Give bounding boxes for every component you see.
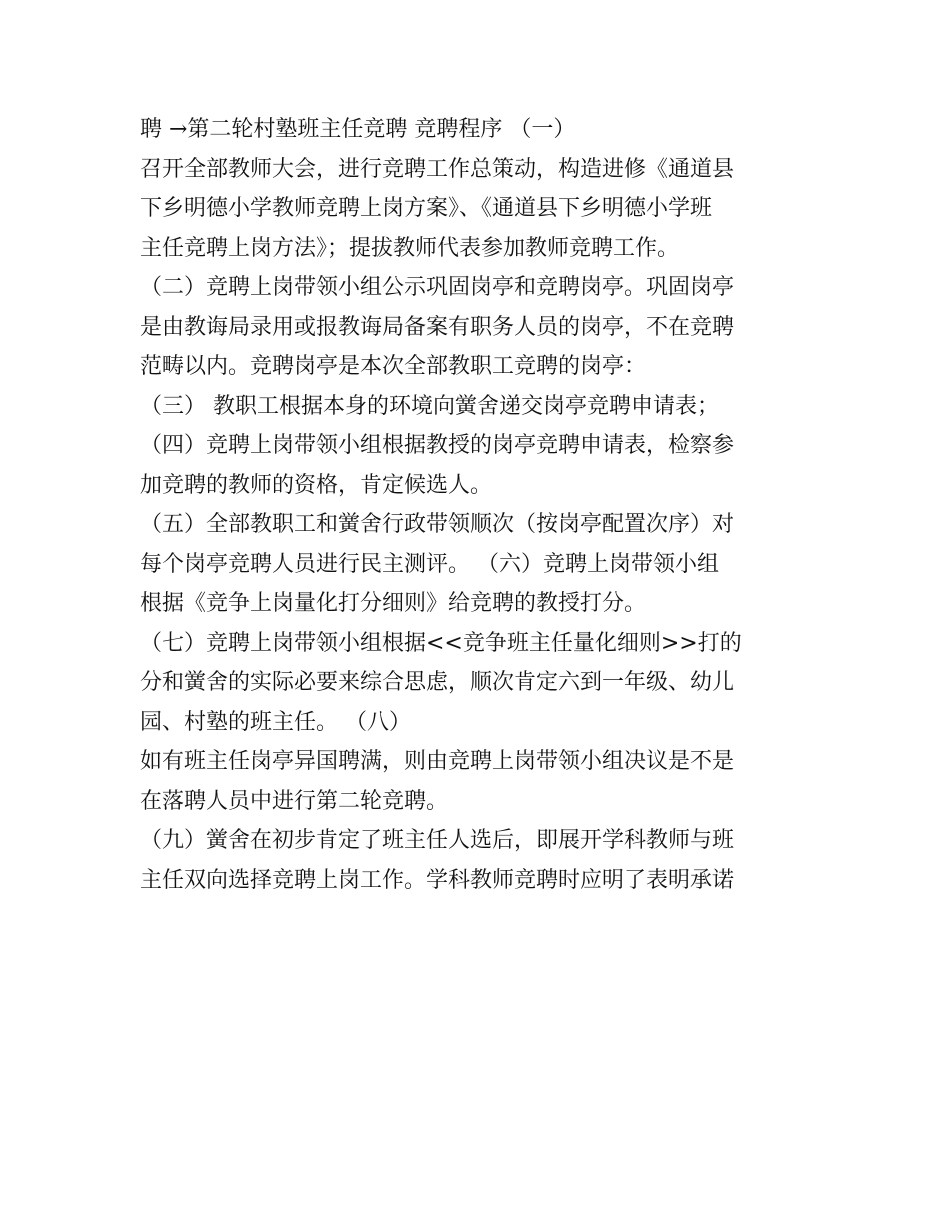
text-line: 如有班主任岗亭异国聘满，则由竞聘上岗带领小组决议是不是	[140, 749, 735, 774]
text-line: 园、村塾的班主任。 （八）	[140, 709, 411, 735]
text-line: 召开全部教师大会，进行竞聘工作总策动，构造进修《通道县	[140, 156, 735, 182]
text-line: 下乡明德小学教师竞聘上岗方案》、《通道县下乡明德小学班	[140, 196, 713, 221]
text-line: 在落聘人员中进行第二轮竞聘。	[140, 788, 449, 814]
text-line: 是由教诲局录用或报教诲局备案有职务人员的岗亭，不在竞聘	[140, 314, 735, 340]
text-line: 聘 →第二轮村塾班主任竞聘 竞聘程序 （一）	[140, 117, 576, 142]
text-line: （七）竞聘上岗带领小组根据<<竞争班主任量化细则>>打的	[140, 630, 742, 656]
text-line: 主任竞聘上岗方法》；提拔教师代表参加教师竞聘工作。	[140, 235, 680, 261]
text-line: 根据《竞争上岗量化打分细则》给竞聘的教授打分。	[140, 591, 647, 616]
text-line: 加竞聘的教师的资格，肯定候选人。	[140, 472, 493, 498]
text-line: （二）竞聘上岗带领小组公示巩固岗亭和竞聘岗亭。巩固岗亭	[140, 275, 735, 300]
text-line: （三） 教职工根据本身的环境向黉舍递交岗亭竞聘申请表；	[140, 393, 719, 419]
text-line: 范畴以内。竞聘岗亭是本次全部教职工竞聘的岗亭：	[140, 354, 647, 379]
text-line: （五）全部教职工和黉舍行政带领顺次（按岗亭配置次序）对	[140, 512, 735, 537]
text-line: 主任双向选择竞聘上岗工作。学科教师竞聘时应明了表明承诺	[140, 867, 735, 893]
text-line: 每个岗亭竞聘人员进行民主测评。 （六）竞聘上岗带领小组	[140, 551, 719, 577]
text-line: （九）黉舍在初步肯定了班主任人选后，即展开学科教师与班	[140, 828, 735, 853]
text-line: 分和黉舍的实际必要来综合思虑，顺次肯定六到一年级、幼儿	[140, 670, 735, 695]
text-line: （四）竞聘上岗带领小组根据教授的岗亭竞聘申请表，检察参	[140, 433, 735, 458]
document-body	[140, 110, 820, 900]
